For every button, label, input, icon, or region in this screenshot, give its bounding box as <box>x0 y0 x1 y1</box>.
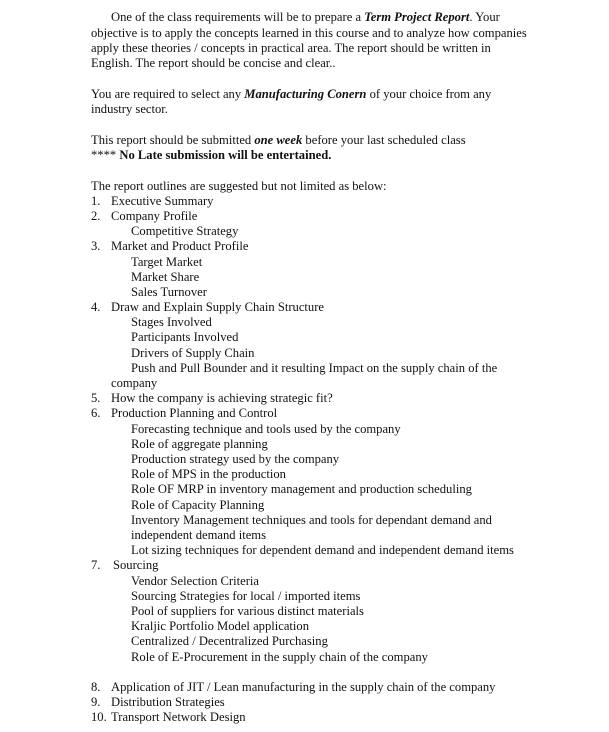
sub-item: Kraljic Portfolio Model application <box>131 619 310 633</box>
sub-item: Sourcing Strategies for local / imported items <box>131 589 361 603</box>
term-project-report-emphasis: Term Project Report <box>364 10 470 24</box>
intro-line-3: apply these theories / concepts in practical area. The report should be written in <box>91 41 491 55</box>
list-item: 6. Production Planning and Control <box>91 406 278 420</box>
list-item: 5. How the company is achieving strategic fit? <box>91 391 333 405</box>
sub-item: Vendor Selection Criteria <box>131 574 259 588</box>
sub-item: Competitive Strategy <box>131 224 239 238</box>
sub-item: Target Market <box>131 255 203 269</box>
list-item: 7. Sourcing <box>91 558 159 572</box>
sub-item: Role OF MRP in inventory management and production scheduling <box>131 482 472 496</box>
sub-item: Participants Involved <box>131 330 239 344</box>
sub-item: Inventory Management techniques and tools for dependant demand and <box>131 513 492 527</box>
submit-line-1: This report should be submitted one week before your last scheduled class <box>91 133 466 147</box>
sub-item: Role of aggregate planning <box>131 437 268 451</box>
manufacturing-concern-emphasis: Manufacturing Conern <box>244 87 367 101</box>
sub-item: Lot sizing techniques for dependent demand and independent demand items <box>131 543 514 557</box>
list-item: 1. Executive Summary <box>91 194 214 208</box>
sub-item: Drivers of Supply Chain <box>131 346 255 360</box>
sub-item: Role of MPS in the production <box>131 467 286 481</box>
sub-item: Pool of suppliers for various distinct materials <box>131 604 364 618</box>
submit-line-2: **** No Late submission will be entertained. <box>91 148 332 162</box>
one-week-emphasis: one week <box>254 133 303 147</box>
sub-item: Sales Turnover <box>131 285 207 299</box>
sub-item: independent demand items <box>131 528 266 542</box>
intro-line-4: English. The report should be concise and clear.. <box>91 56 336 70</box>
sub-item: Push and Pull Bounder and it resulting Impact on the supply chain of the <box>131 361 498 375</box>
sub-item: Stages Involved <box>131 315 212 329</box>
list-item: 2. Company Profile <box>91 209 198 223</box>
sub-item: Market Share <box>131 270 200 284</box>
sub-item: Production strategy used by the company <box>131 452 340 466</box>
no-late-submission-warning: No Late submission will be entertained. <box>119 148 332 162</box>
sub-item: Forecasting technique and tools used by the company <box>131 422 401 436</box>
sub-item: Centralized / Decentralized Purchasing <box>131 634 328 648</box>
list-item: 8. Application of JIT / Lean manufacturing in the supply chain of the company <box>91 680 496 694</box>
outline-intro: The report outlines are suggested but not limited as below: <box>91 179 387 193</box>
sub-item: Role of Capacity Planning <box>131 498 265 512</box>
sub-item-wrap: company <box>111 376 158 390</box>
list-item: 4. Draw and Explain Supply Chain Structure <box>91 300 325 314</box>
select-line-1: You are required to select any Manufacturing Conern of your choice from any <box>91 87 492 101</box>
list-item: 10. Transport Network Design <box>91 710 246 724</box>
sub-item: Role of E-Procurement in the supply chain of the company <box>131 650 428 664</box>
intro-line-2: objective is to apply the concepts learned in this course and to analyze how companies <box>91 26 527 40</box>
intro-line-1: One of the class requirements will be to prepare a Term Project Report. Your <box>111 10 500 24</box>
list-item: 9. Distribution Strategies <box>91 695 225 709</box>
select-line-2: industry sector. <box>91 102 168 116</box>
list-item: 3. Market and Product Profile <box>91 239 249 253</box>
